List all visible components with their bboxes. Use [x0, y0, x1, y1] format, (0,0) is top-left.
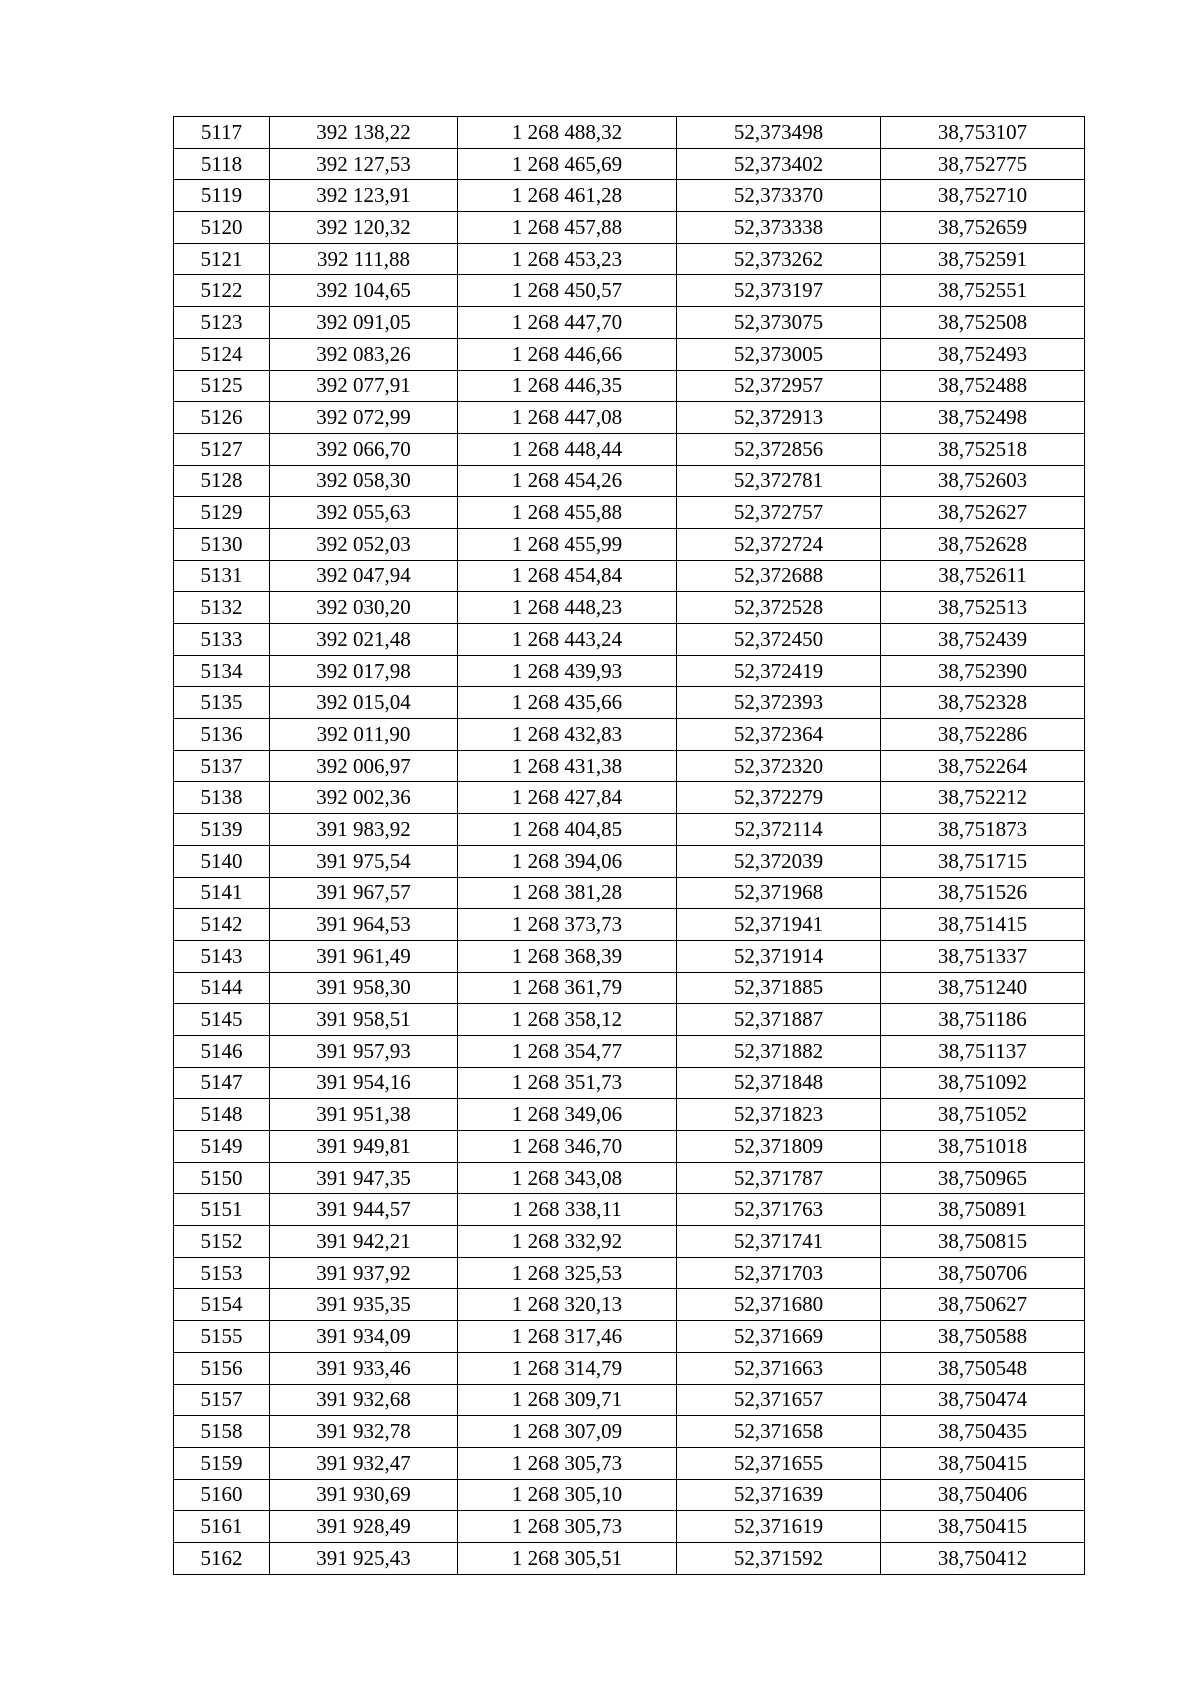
x-coordinate-cell: 391 961,49: [270, 940, 458, 972]
x-coordinate-cell: 391 928,49: [270, 1511, 458, 1543]
y-coordinate-cell: 1 268 332,92: [458, 1226, 677, 1258]
y-coordinate-cell: 1 268 439,93: [458, 655, 677, 687]
x-coordinate-cell: 391 964,53: [270, 909, 458, 941]
longitude-cell: 38,752710: [881, 180, 1085, 212]
x-coordinate-cell: 391 937,92: [270, 1257, 458, 1289]
table-row: [174, 909, 1085, 941]
x-coordinate-cell: 391 958,30: [270, 972, 458, 1004]
y-coordinate-cell: 1 268 305,73: [458, 1511, 677, 1543]
latitude-cell: 52,371787: [677, 1162, 881, 1194]
point-number-cell: 5159: [174, 1447, 270, 1479]
table-row: [174, 592, 1085, 624]
x-coordinate-cell: 391 933,46: [270, 1352, 458, 1384]
x-coordinate-cell: 391 951,38: [270, 1099, 458, 1131]
point-number-cell: 5161: [174, 1511, 270, 1543]
table-row: [174, 1479, 1085, 1511]
latitude-cell: 52,371914: [677, 940, 881, 972]
table-row: [174, 1004, 1085, 1036]
latitude-cell: 52,371619: [677, 1511, 881, 1543]
table-row: [174, 719, 1085, 751]
longitude-cell: 38,751186: [881, 1004, 1085, 1036]
latitude-cell: 52,371703: [677, 1257, 881, 1289]
point-number-cell: 5133: [174, 624, 270, 656]
point-number-cell: 5120: [174, 212, 270, 244]
table-row: [174, 307, 1085, 339]
latitude-cell: 52,371763: [677, 1194, 881, 1226]
latitude-cell: 52,371680: [677, 1289, 881, 1321]
table-row: [174, 1162, 1085, 1194]
x-coordinate-cell: 392 021,48: [270, 624, 458, 656]
point-number-cell: 5134: [174, 655, 270, 687]
y-coordinate-cell: 1 268 338,11: [458, 1194, 677, 1226]
point-number-cell: 5154: [174, 1289, 270, 1321]
longitude-cell: 38,750415: [881, 1511, 1085, 1543]
y-coordinate-cell: 1 268 435,66: [458, 687, 677, 719]
y-coordinate-cell: 1 268 431,38: [458, 750, 677, 782]
longitude-cell: 38,750588: [881, 1321, 1085, 1353]
point-number-cell: 5123: [174, 307, 270, 339]
longitude-cell: 38,750474: [881, 1384, 1085, 1416]
table-row: [174, 1131, 1085, 1163]
point-number-cell: 5117: [174, 117, 270, 149]
y-coordinate-cell: 1 268 358,12: [458, 1004, 677, 1036]
longitude-cell: 38,751337: [881, 940, 1085, 972]
longitude-cell: 38,752328: [881, 687, 1085, 719]
latitude-cell: 52,372757: [677, 497, 881, 529]
point-number-cell: 5139: [174, 814, 270, 846]
point-number-cell: 5145: [174, 1004, 270, 1036]
longitude-cell: 38,751715: [881, 845, 1085, 877]
y-coordinate-cell: 1 268 447,08: [458, 402, 677, 434]
longitude-cell: 38,750965: [881, 1162, 1085, 1194]
table-row: [174, 117, 1085, 149]
x-coordinate-cell: 391 932,78: [270, 1416, 458, 1448]
longitude-cell: 38,750891: [881, 1194, 1085, 1226]
longitude-cell: 38,752551: [881, 275, 1085, 307]
y-coordinate-cell: 1 268 488,32: [458, 117, 677, 149]
longitude-cell: 38,752508: [881, 307, 1085, 339]
longitude-cell: 38,752493: [881, 338, 1085, 370]
latitude-cell: 52,372781: [677, 465, 881, 497]
y-coordinate-cell: 1 268 305,73: [458, 1447, 677, 1479]
y-coordinate-cell: 1 268 373,73: [458, 909, 677, 941]
x-coordinate-cell: 392 002,36: [270, 782, 458, 814]
point-number-cell: 5162: [174, 1542, 270, 1574]
point-number-cell: 5125: [174, 370, 270, 402]
longitude-cell: 38,750627: [881, 1289, 1085, 1321]
point-number-cell: 5135: [174, 687, 270, 719]
table-row: [174, 1099, 1085, 1131]
y-coordinate-cell: 1 268 349,06: [458, 1099, 677, 1131]
latitude-cell: 52,371658: [677, 1416, 881, 1448]
latitude-cell: 52,371657: [677, 1384, 881, 1416]
latitude-cell: 52,371663: [677, 1352, 881, 1384]
point-number-cell: 5124: [174, 338, 270, 370]
longitude-cell: 38,752286: [881, 719, 1085, 751]
y-coordinate-cell: 1 268 454,26: [458, 465, 677, 497]
y-coordinate-cell: 1 268 455,88: [458, 497, 677, 529]
table-row: [174, 1416, 1085, 1448]
longitude-cell: 38,750815: [881, 1226, 1085, 1258]
longitude-cell: 38,752628: [881, 528, 1085, 560]
longitude-cell: 38,752611: [881, 560, 1085, 592]
latitude-cell: 52,371968: [677, 877, 881, 909]
table-row: [174, 180, 1085, 212]
y-coordinate-cell: 1 268 394,06: [458, 845, 677, 877]
latitude-cell: 52,371848: [677, 1067, 881, 1099]
x-coordinate-cell: 392 047,94: [270, 560, 458, 592]
longitude-cell: 38,752603: [881, 465, 1085, 497]
y-coordinate-cell: 1 268 446,66: [458, 338, 677, 370]
point-number-cell: 5128: [174, 465, 270, 497]
longitude-cell: 38,752498: [881, 402, 1085, 434]
latitude-cell: 52,372913: [677, 402, 881, 434]
y-coordinate-cell: 1 268 351,73: [458, 1067, 677, 1099]
table-row: [174, 1257, 1085, 1289]
point-number-cell: 5127: [174, 433, 270, 465]
point-number-cell: 5122: [174, 275, 270, 307]
latitude-cell: 52,371592: [677, 1542, 881, 1574]
x-coordinate-cell: 391 925,43: [270, 1542, 458, 1574]
y-coordinate-cell: 1 268 432,83: [458, 719, 677, 751]
x-coordinate-cell: 392 127,53: [270, 148, 458, 180]
latitude-cell: 52,371639: [677, 1479, 881, 1511]
table-row: [174, 845, 1085, 877]
y-coordinate-cell: 1 268 325,53: [458, 1257, 677, 1289]
x-coordinate-cell: 392 052,03: [270, 528, 458, 560]
table-row: [174, 782, 1085, 814]
latitude-cell: 52,372957: [677, 370, 881, 402]
longitude-cell: 38,752659: [881, 212, 1085, 244]
table-row: [174, 877, 1085, 909]
point-number-cell: 5152: [174, 1226, 270, 1258]
longitude-cell: 38,752212: [881, 782, 1085, 814]
point-number-cell: 5119: [174, 180, 270, 212]
table-row: [174, 1035, 1085, 1067]
point-number-cell: 5130: [174, 528, 270, 560]
table-row: [174, 624, 1085, 656]
point-number-cell: 5153: [174, 1257, 270, 1289]
x-coordinate-cell: 392 058,30: [270, 465, 458, 497]
table-row: [174, 497, 1085, 529]
table-row: [174, 1067, 1085, 1099]
longitude-cell: 38,750706: [881, 1257, 1085, 1289]
table-row: [174, 1542, 1085, 1574]
longitude-cell: 38,752513: [881, 592, 1085, 624]
latitude-cell: 52,373005: [677, 338, 881, 370]
longitude-cell: 38,750412: [881, 1542, 1085, 1574]
longitude-cell: 38,750435: [881, 1416, 1085, 1448]
point-number-cell: 5150: [174, 1162, 270, 1194]
table-row: [174, 1384, 1085, 1416]
x-coordinate-cell: 392 120,32: [270, 212, 458, 244]
table-row: [174, 1321, 1085, 1353]
latitude-cell: 52,373338: [677, 212, 881, 244]
x-coordinate-cell: 391 949,81: [270, 1131, 458, 1163]
x-coordinate-cell: 391 958,51: [270, 1004, 458, 1036]
x-coordinate-cell: 392 030,20: [270, 592, 458, 624]
coordinates-table: [173, 116, 1085, 1575]
x-coordinate-cell: 391 954,16: [270, 1067, 458, 1099]
y-coordinate-cell: 1 268 465,69: [458, 148, 677, 180]
longitude-cell: 38,751018: [881, 1131, 1085, 1163]
x-coordinate-cell: 391 983,92: [270, 814, 458, 846]
table-row: [174, 750, 1085, 782]
latitude-cell: 52,372419: [677, 655, 881, 687]
x-coordinate-cell: 391 975,54: [270, 845, 458, 877]
table-row: [174, 1289, 1085, 1321]
longitude-cell: 38,752518: [881, 433, 1085, 465]
latitude-cell: 52,371885: [677, 972, 881, 1004]
latitude-cell: 52,373075: [677, 307, 881, 339]
x-coordinate-cell: 392 104,65: [270, 275, 458, 307]
longitude-cell: 38,750415: [881, 1447, 1085, 1479]
longitude-cell: 38,751526: [881, 877, 1085, 909]
x-coordinate-cell: 392 015,04: [270, 687, 458, 719]
latitude-cell: 52,373197: [677, 275, 881, 307]
table-row: [174, 687, 1085, 719]
table-row: [174, 528, 1085, 560]
y-coordinate-cell: 1 268 305,10: [458, 1479, 677, 1511]
point-number-cell: 5138: [174, 782, 270, 814]
longitude-cell: 38,751240: [881, 972, 1085, 1004]
x-coordinate-cell: 392 083,26: [270, 338, 458, 370]
x-coordinate-cell: 392 123,91: [270, 180, 458, 212]
y-coordinate-cell: 1 268 446,35: [458, 370, 677, 402]
y-coordinate-cell: 1 268 443,24: [458, 624, 677, 656]
table-row: [174, 560, 1085, 592]
y-coordinate-cell: 1 268 404,85: [458, 814, 677, 846]
table-row: [174, 338, 1085, 370]
point-number-cell: 5132: [174, 592, 270, 624]
latitude-cell: 52,372450: [677, 624, 881, 656]
latitude-cell: 52,372320: [677, 750, 881, 782]
y-coordinate-cell: 1 268 447,70: [458, 307, 677, 339]
latitude-cell: 52,372039: [677, 845, 881, 877]
point-number-cell: 5148: [174, 1099, 270, 1131]
table-row: [174, 465, 1085, 497]
longitude-cell: 38,752390: [881, 655, 1085, 687]
x-coordinate-cell: 391 944,57: [270, 1194, 458, 1226]
y-coordinate-cell: 1 268 314,79: [458, 1352, 677, 1384]
latitude-cell: 52,373370: [677, 180, 881, 212]
latitude-cell: 52,372528: [677, 592, 881, 624]
table-row: [174, 1352, 1085, 1384]
point-number-cell: 5146: [174, 1035, 270, 1067]
x-coordinate-cell: 391 957,93: [270, 1035, 458, 1067]
point-number-cell: 5144: [174, 972, 270, 1004]
x-coordinate-cell: 391 942,21: [270, 1226, 458, 1258]
table-row: [174, 940, 1085, 972]
y-coordinate-cell: 1 268 455,99: [458, 528, 677, 560]
latitude-cell: 52,371655: [677, 1447, 881, 1479]
longitude-cell: 38,752591: [881, 243, 1085, 275]
point-number-cell: 5140: [174, 845, 270, 877]
y-coordinate-cell: 1 268 307,09: [458, 1416, 677, 1448]
x-coordinate-cell: 391 932,68: [270, 1384, 458, 1416]
longitude-cell: 38,750406: [881, 1479, 1085, 1511]
y-coordinate-cell: 1 268 461,28: [458, 180, 677, 212]
latitude-cell: 52,371741: [677, 1226, 881, 1258]
y-coordinate-cell: 1 268 427,84: [458, 782, 677, 814]
y-coordinate-cell: 1 268 381,28: [458, 877, 677, 909]
latitude-cell: 52,372724: [677, 528, 881, 560]
y-coordinate-cell: 1 268 354,77: [458, 1035, 677, 1067]
latitude-cell: 52,373402: [677, 148, 881, 180]
latitude-cell: 52,372393: [677, 687, 881, 719]
latitude-cell: 52,371809: [677, 1131, 881, 1163]
longitude-cell: 38,752488: [881, 370, 1085, 402]
longitude-cell: 38,751415: [881, 909, 1085, 941]
latitude-cell: 52,371887: [677, 1004, 881, 1036]
point-number-cell: 5131: [174, 560, 270, 592]
x-coordinate-cell: 392 138,22: [270, 117, 458, 149]
latitude-cell: 52,372364: [677, 719, 881, 751]
point-number-cell: 5136: [174, 719, 270, 751]
point-number-cell: 5160: [174, 1479, 270, 1511]
y-coordinate-cell: 1 268 309,71: [458, 1384, 677, 1416]
longitude-cell: 38,751137: [881, 1035, 1085, 1067]
x-coordinate-cell: 392 006,97: [270, 750, 458, 782]
x-coordinate-cell: 391 932,47: [270, 1447, 458, 1479]
table-row: [174, 370, 1085, 402]
point-number-cell: 5155: [174, 1321, 270, 1353]
x-coordinate-cell: 392 111,88: [270, 243, 458, 275]
longitude-cell: 38,752439: [881, 624, 1085, 656]
longitude-cell: 38,750548: [881, 1352, 1085, 1384]
x-coordinate-cell: 392 072,99: [270, 402, 458, 434]
x-coordinate-cell: 392 077,91: [270, 370, 458, 402]
table-row: [174, 402, 1085, 434]
point-number-cell: 5151: [174, 1194, 270, 1226]
latitude-cell: 52,373262: [677, 243, 881, 275]
y-coordinate-cell: 1 268 343,08: [458, 1162, 677, 1194]
y-coordinate-cell: 1 268 305,51: [458, 1542, 677, 1574]
table-row: [174, 243, 1085, 275]
latitude-cell: 52,371669: [677, 1321, 881, 1353]
y-coordinate-cell: 1 268 450,57: [458, 275, 677, 307]
y-coordinate-cell: 1 268 361,79: [458, 972, 677, 1004]
longitude-cell: 38,751052: [881, 1099, 1085, 1131]
table-row: [174, 212, 1085, 244]
x-coordinate-cell: 392 066,70: [270, 433, 458, 465]
x-coordinate-cell: 391 967,57: [270, 877, 458, 909]
longitude-cell: 38,752264: [881, 750, 1085, 782]
point-number-cell: 5142: [174, 909, 270, 941]
latitude-cell: 52,371941: [677, 909, 881, 941]
x-coordinate-cell: 391 935,35: [270, 1289, 458, 1321]
x-coordinate-cell: 392 055,63: [270, 497, 458, 529]
point-number-cell: 5126: [174, 402, 270, 434]
x-coordinate-cell: 391 947,35: [270, 1162, 458, 1194]
table-row: [174, 433, 1085, 465]
y-coordinate-cell: 1 268 346,70: [458, 1131, 677, 1163]
point-number-cell: 5158: [174, 1416, 270, 1448]
longitude-cell: 38,752627: [881, 497, 1085, 529]
table-row: [174, 1447, 1085, 1479]
x-coordinate-cell: 392 017,98: [270, 655, 458, 687]
point-number-cell: 5157: [174, 1384, 270, 1416]
y-coordinate-cell: 1 268 454,84: [458, 560, 677, 592]
y-coordinate-cell: 1 268 368,39: [458, 940, 677, 972]
longitude-cell: 38,751873: [881, 814, 1085, 846]
table-row: [174, 972, 1085, 1004]
y-coordinate-cell: 1 268 320,13: [458, 1289, 677, 1321]
y-coordinate-cell: 1 268 448,44: [458, 433, 677, 465]
point-number-cell: 5129: [174, 497, 270, 529]
coordinates-table-body: [174, 117, 1085, 1575]
table-row: [174, 814, 1085, 846]
longitude-cell: 38,752775: [881, 148, 1085, 180]
table-row: [174, 1194, 1085, 1226]
y-coordinate-cell: 1 268 457,88: [458, 212, 677, 244]
x-coordinate-cell: 392 091,05: [270, 307, 458, 339]
table-row: [174, 655, 1085, 687]
point-number-cell: 5137: [174, 750, 270, 782]
latitude-cell: 52,372856: [677, 433, 881, 465]
latitude-cell: 52,372688: [677, 560, 881, 592]
point-number-cell: 5118: [174, 148, 270, 180]
latitude-cell: 52,373498: [677, 117, 881, 149]
x-coordinate-cell: 391 934,09: [270, 1321, 458, 1353]
x-coordinate-cell: 392 011,90: [270, 719, 458, 751]
x-coordinate-cell: 391 930,69: [270, 1479, 458, 1511]
point-number-cell: 5141: [174, 877, 270, 909]
latitude-cell: 52,372279: [677, 782, 881, 814]
latitude-cell: 52,371823: [677, 1099, 881, 1131]
y-coordinate-cell: 1 268 317,46: [458, 1321, 677, 1353]
table-row: [174, 1511, 1085, 1543]
y-coordinate-cell: 1 268 448,23: [458, 592, 677, 624]
point-number-cell: 5121: [174, 243, 270, 275]
point-number-cell: 5147: [174, 1067, 270, 1099]
point-number-cell: 5156: [174, 1352, 270, 1384]
table-row: [174, 1226, 1085, 1258]
latitude-cell: 52,371882: [677, 1035, 881, 1067]
point-number-cell: 5143: [174, 940, 270, 972]
latitude-cell: 52,372114: [677, 814, 881, 846]
table-row: [174, 148, 1085, 180]
table-row: [174, 275, 1085, 307]
point-number-cell: 5149: [174, 1131, 270, 1163]
longitude-cell: 38,753107: [881, 117, 1085, 149]
y-coordinate-cell: 1 268 453,23: [458, 243, 677, 275]
longitude-cell: 38,751092: [881, 1067, 1085, 1099]
